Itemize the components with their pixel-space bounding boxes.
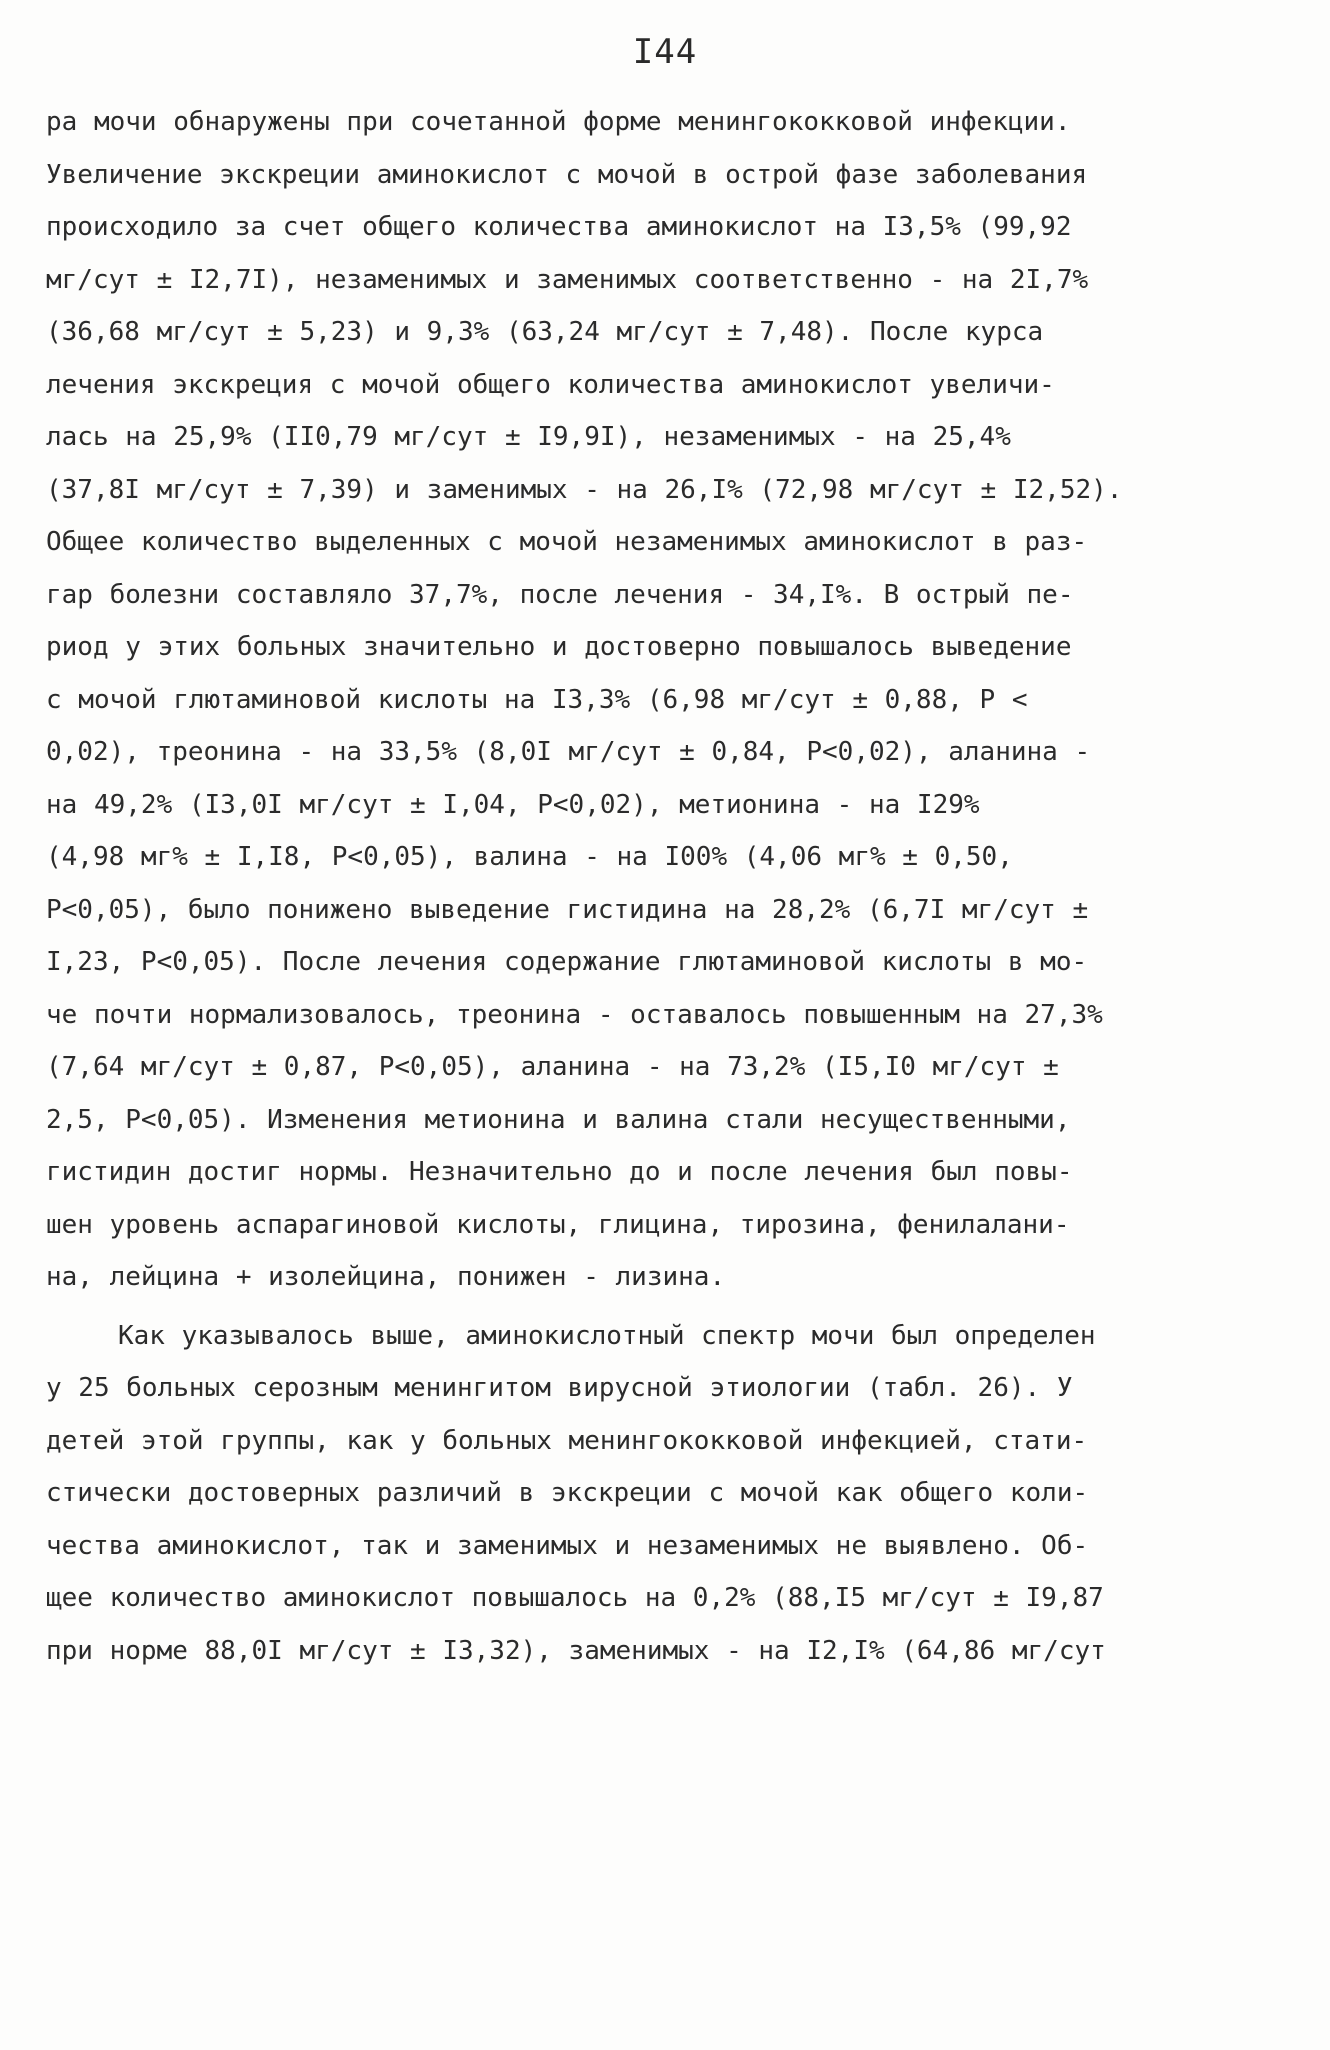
- text-line: шен уровень аспарагиновой кислоты, глицина, тирозина, фенилалани-: [46, 1209, 1070, 1240]
- text-line: чества аминокислот, так и заменимых и незаменимых не выявлено. Об-: [46, 1530, 1089, 1561]
- text-line: риод у этих больных значительно и достоверно повышалось выведение: [46, 632, 1072, 662]
- paragraph-1: [46, 96, 1296, 1304]
- text-line: че почти нормализовалось, треонина - оставалось повышенным на 27,3%: [46, 999, 1103, 1030]
- text-line: Общее количество выделенных с мочой незаменимых аминокислот в раз-: [46, 527, 1088, 557]
- text-line: лась на 25,9% (II0,79 мг/сут ± I9,9I), незаменимых - на 25,4%: [46, 422, 1011, 452]
- text-line: на 49,2% (I3,0I мг/сут ± I,04, Р<0,02), метионина - на I29%: [46, 789, 980, 820]
- text-line: Р<0,05), было понижено выведение гистидина на 28,2% (6,7I мг/сут ±: [46, 894, 1089, 925]
- text-line: гар болезни составляло 37,7%, после лечения - 34,I%. В острый пе-: [46, 579, 1074, 610]
- text-line: на, лейцина + изолейцина, понижен - лизина.: [46, 1262, 726, 1292]
- text-line: гистидин достиг нормы. Незначительно до и после лечения был повы-: [46, 1157, 1073, 1187]
- text-line: детей этой группы, как у больных менингококковой инфекцией, стати-: [46, 1425, 1088, 1456]
- text-line: (37,8I мг/сут ± 7,39) и заменимых - на 26,I% (72,98 мг/сут ± I2,52).: [46, 474, 1123, 505]
- text-line: I,23, Р<0,05). После лечения содержание глютаминовой кислоты в мо-: [46, 947, 1088, 977]
- text-line: 0,02), треонина - на 33,5% (8,0I мг/сут ± 0,84, Р<0,02), аланина -: [46, 737, 1091, 767]
- text-line: с мочой глютаминовой кислоты на I3,3% (6,98 мг/сут ± 0,88, Р <: [46, 684, 1028, 715]
- text-line: мг/сут ± I2,7I), незаменимых и заменимых соответственно - на 2I,7%: [46, 264, 1089, 295]
- page-number: I44: [632, 32, 698, 72]
- body-text: [46, 96, 1296, 1677]
- text-line: (4,98 мг% ± I,I8, Р<0,05), валина - на I00% (4,06 мг% ± 0,50,: [46, 842, 1013, 872]
- text-line: (7,64 мг/сут ± 0,87, Р<0,05), аланина - на 73,2% (I5,I0 мг/сут ±: [46, 1052, 1059, 1082]
- text-line: у 25 больных серозным менингитом вирусной этиологии (табл. 26). У: [46, 1373, 1073, 1403]
- text-line: стически достоверных различий в экскреции с мочой как общего коли-: [46, 1478, 1089, 1508]
- text-line: происходило за счет общего количества аминокислот на I3,5% (99,92: [46, 212, 1072, 242]
- text-line: Как указывалось выше, аминокислотный спектр мочи был определен: [118, 1320, 1096, 1351]
- text-line: ра мочи обнаружены при сочетанной форме менингококковой инфекции.: [46, 107, 1071, 137]
- text-line: (36,68 мг/сут ± 5,23) и 9,3% (63,24 мг/сут ± 7,48). После курса: [46, 317, 1044, 347]
- text-line: Увеличение экскреции аминокислот с мочой в острой фазе заболевания: [46, 159, 1088, 190]
- text-line: лечения экскреция с мочой общего количества аминокислот увеличи-: [46, 369, 1055, 400]
- text-line: при норме 88,0I мг/сут ± I3,32), заменимых - на I2,I% (64,86 мг/сут: [46, 1635, 1106, 1666]
- text-line: 2,5, Р<0,05). Изменения метионина и валина стали несущественными,: [46, 1104, 1071, 1135]
- paragraph-2: [46, 1310, 1296, 1678]
- text-line: щее количество аминокислот повышалось на 0,2% (88,I5 мг/сут ± I9,87: [46, 1583, 1104, 1613]
